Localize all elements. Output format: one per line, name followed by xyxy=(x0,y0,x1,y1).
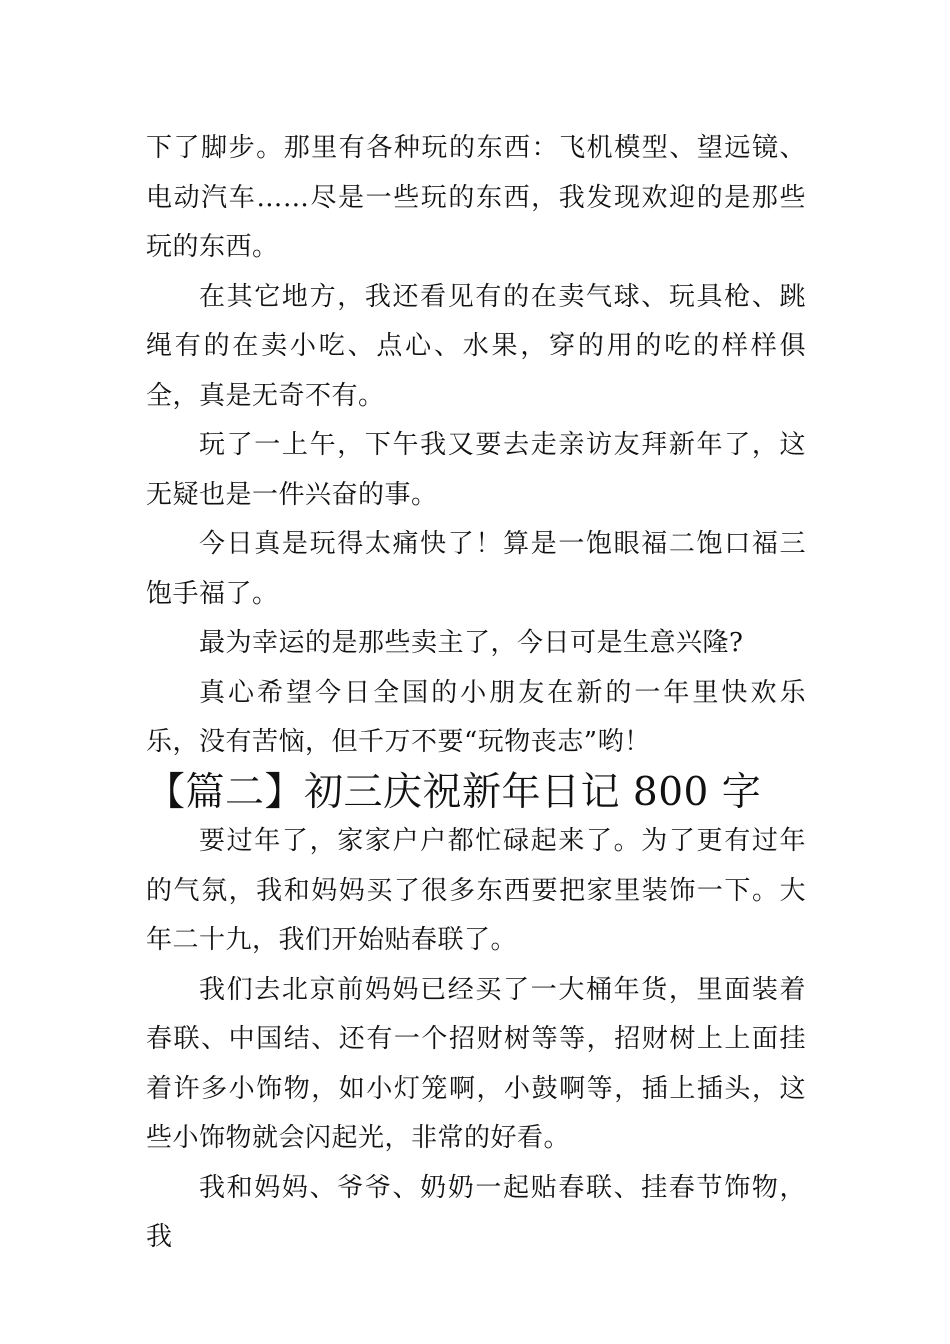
paragraph: 玩了一上午，下午我又要去走亲访友拜新年了，这无疑也是一件兴奋的事。 xyxy=(146,430,806,510)
paragraph: 今日真是玩得太痛快了！算是一饱眼福二饱口福三饱手福了。 xyxy=(146,529,806,609)
document-body xyxy=(146,124,806,1263)
paragraph: 最为幸运的是那些卖主了，今日可是生意兴隆? xyxy=(199,628,744,658)
paragraph: 下了脚步。那里有各种玩的东西：飞机模型、望远镜、电动汽车……尽是一些玩的东西，我发现欢迎的是那些玩的东西。 xyxy=(146,133,806,262)
paragraph: 真心希望今日全国的小朋友在新的一年里快欢乐乐，没有苦恼，但千万不要“玩物丧志”哟！ xyxy=(146,677,806,757)
paragraph: 要过年了，家家户户都忙碌起来了。为了更有过年的气氛，我和妈妈买了很多东西要把家里装饰一下。大年二十九，我们开始贴春联了。 xyxy=(146,826,806,955)
section-heading: 【篇二】初三庆祝新年日记 800 字 xyxy=(146,769,762,815)
paragraph: 在其它地方，我还看见有的在卖气球、玩具枪、跳绳有的在卖小吃、点心、水果，穿的用的吃的样样俱全，真是无奇不有。 xyxy=(146,281,806,411)
paragraph: 我和妈妈、爷爷、奶奶一起贴春联、挂春节饰物，我 xyxy=(146,1172,806,1252)
paragraph: 我们去北京前妈妈已经买了一大桶年货，里面装着春联、中国结、还有一个招财树等等，招财树上上面挂着许多小饰物，如小灯笼啊，小鼓啊等，插上插头，这些小饰物就会闪起光，非常的好看。 xyxy=(146,974,806,1153)
